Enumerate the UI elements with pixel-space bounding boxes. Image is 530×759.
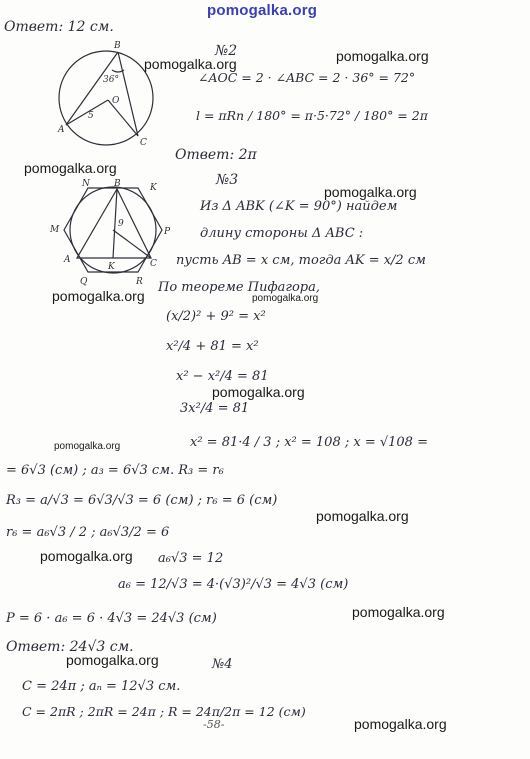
task3-line4: По теореме Пифагора, [158, 280, 320, 295]
task2-number: №2 [215, 43, 238, 59]
answer-task1: Ответ: 12 см. [4, 19, 114, 35]
task3-perimeter: P = 6 · a₆ = 6 · 4√3 = 24√3 (см) [6, 611, 217, 626]
task3-eq10: a₆ = 12/√3 = 4·(√3)²/√3 = 4√3 (см) [118, 577, 349, 592]
task3-eq7: R₃ = a/√3 = 6√3/√3 = 6 (см) ; r₆ = 6 (см) [6, 493, 278, 508]
fig2-label-p: P [164, 227, 171, 237]
watermark-small: pomogalka.org [54, 441, 121, 452]
watermark: pomogalka.org [336, 48, 429, 64]
watermark: pomogalka.org [352, 604, 445, 620]
watermark: pomogalka.org [66, 652, 159, 668]
fig2-label-c: C [150, 259, 157, 269]
fig2-label-b: B [114, 179, 121, 189]
fig2-label-q: Q [80, 277, 88, 287]
site-header: pomogalka.org [207, 2, 318, 19]
watermark: pomogalka.org [144, 56, 237, 72]
watermark-small: pomogalka.org [252, 293, 319, 304]
watermark: pomogalka.org [316, 508, 409, 524]
fig1-label-a: A [58, 125, 65, 135]
task2-angle-line: ∠AOC = 2 · ∠ABC = 2 · 36° = 72° [198, 70, 416, 85]
fig1-label-angle: 36° [103, 75, 119, 85]
watermark: pomogalka.org [52, 288, 145, 304]
fig2-label-9: 9 [118, 219, 124, 229]
watermark: pomogalka.org [212, 384, 305, 400]
task3-number: №3 [216, 172, 239, 188]
answer-task2: Ответ: 2π [175, 147, 257, 163]
watermark: pomogalka.org [24, 160, 117, 176]
task4-number: №4 [212, 657, 233, 672]
task3-eq5: x² = 81·4 / 3 ; x² = 108 ; x = √108 = [190, 435, 428, 450]
fig1-label-radius: 5 [88, 111, 94, 121]
watermark: pomogalka.org [40, 548, 133, 564]
task4-given: C = 24π ; aₙ = 12√3 см. [22, 679, 181, 694]
answer-task3: Ответ: 24√3 см. [6, 639, 134, 655]
watermark: pomogalka.org [354, 716, 447, 732]
fig1-label-c: C [140, 138, 147, 148]
task2-arc-formula: l = πRn / 180° = π·5·72° / 180° = 2π [196, 108, 428, 123]
task3-eq2: x²/4 + 81 = x² [166, 339, 259, 354]
task3-eq6: = 6√3 (см) ; a₃ = 6√3 см. R₃ = r₆ [6, 463, 224, 478]
task4-solution: C = 2πR ; 2πR = 24π ; R = 24π/2π = 12 (см) [22, 704, 306, 719]
fig2-label-r: R [136, 277, 143, 287]
fig2-label-n: N [82, 179, 90, 189]
fig1-label-o: O [112, 96, 120, 106]
task3-line1: Из Δ ABK (∠K = 90°) найдем [200, 199, 398, 214]
figure-circle-inscribed-angle [57, 41, 153, 148]
task3-eq3: x² − x²/4 = 81 [176, 369, 269, 384]
fig2-label-a: A [64, 255, 71, 265]
task3-eq9: a₆√3 = 12 [158, 551, 224, 566]
task3-line3: пусть AB = x см, тогда AK = x/2 см [176, 253, 426, 268]
task3-line2: длину стороны Δ ABC : [200, 226, 364, 241]
task3-eq1: (x/2)² + 9² = x² [166, 309, 266, 324]
page-number: -58- [203, 718, 225, 731]
fig2-label-k-top: K [150, 183, 157, 193]
fig2-label-m: M [50, 225, 60, 235]
figure-hexagon-triangle [49, 179, 171, 287]
fig2-label-k-bottom: K [108, 262, 115, 272]
task3-eq4: 3x²/4 = 81 [180, 401, 250, 416]
task3-eq8: r₆ = a₆√3 / 2 ; a₆√3/2 = 6 [6, 525, 170, 540]
fig1-label-b: B [114, 41, 121, 51]
watermark: pomogalka.org [324, 184, 417, 200]
